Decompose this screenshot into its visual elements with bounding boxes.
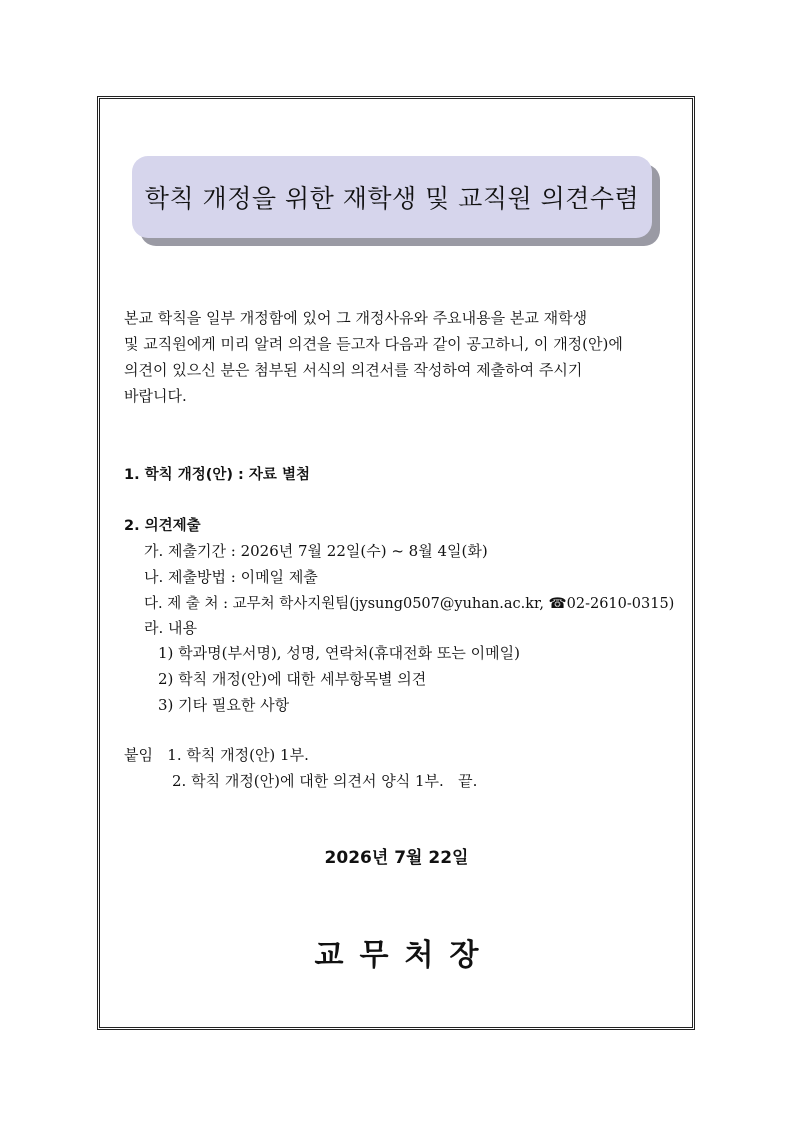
submission-period: 가. 제출기간 : 2026년 7월 22일(수) ~ 8월 4일(화) xyxy=(144,542,488,560)
notice-date: 2026년 7월 22일 xyxy=(324,848,469,868)
content-item: 1) 학과명(부서명), 성명, 연락처(휴대전화 또는 이메일) xyxy=(158,644,520,662)
signer-title: 교무처장 xyxy=(314,938,495,973)
attachment-1: 붙임 1. 학칙 개정(안) 1부. xyxy=(124,746,309,764)
intro-line: 바랍니다. xyxy=(124,387,187,405)
intro-line: 본교 학칙을 일부 개정함에 있어 그 개정사유와 주요내용을 본교 재학생 xyxy=(124,309,588,327)
intro-line: 의견이 있으신 분은 첨부된 서식의 의견서를 작성하여 제출하여 주시기 xyxy=(124,361,583,379)
submission-method: 나. 제출방법 : 이메일 제출 xyxy=(144,568,318,586)
item-1-attachment: 1. 학칙 개정(안) : 자료 별첨 xyxy=(124,467,310,483)
item-2-heading: 2. 의견제출 xyxy=(124,518,201,534)
submission-office: 다. 제 출 처 : 교무처 학사지원팀(jysung0507@yuhan.ac.kr, ☎02-2610-0315) xyxy=(144,596,675,612)
intro-paragraph xyxy=(124,305,672,409)
content-heading: 라. 내용 xyxy=(144,619,198,637)
attachment-2: 2. 학칙 개정(안)에 대한 의견서 양식 1부. 끝. xyxy=(172,772,478,790)
title-box xyxy=(132,156,652,238)
intro-line: 및 교직원에게 미리 알려 의견을 듣고자 다음과 같이 공고하니, 이 개정(안)에 xyxy=(124,335,623,353)
content-item: 3) 기타 필요한 사항 xyxy=(158,696,290,714)
notice-title: 학칙 개정을 위한 재학생 및 교직원 의견수렴 xyxy=(144,184,640,213)
content-item: 2) 학칙 개정(안)에 대한 세부항목별 의견 xyxy=(158,670,427,688)
